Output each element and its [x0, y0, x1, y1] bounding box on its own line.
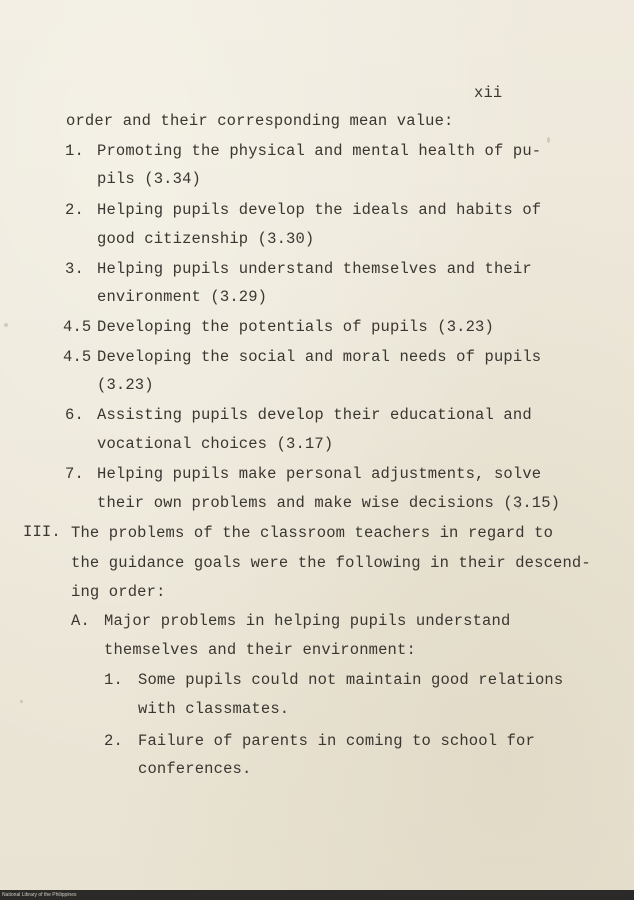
footer-bar — [0, 890, 634, 900]
text-line: Helping pupils make personal adjustments, solve — [97, 465, 542, 483]
section-marker: III. — [23, 523, 61, 541]
text-line: Some pupils could not maintain good relations — [138, 671, 564, 689]
text-line: Helping pupils understand themselves and their — [97, 260, 532, 278]
paper-speck — [547, 137, 550, 143]
text-line: with classmates. — [138, 700, 290, 718]
item-marker: 6. — [65, 406, 84, 424]
text-line: the guidance goals were the following in their descend- — [71, 554, 591, 572]
subsection-marker: A. — [71, 612, 90, 630]
text-line: pils (3.34) — [97, 170, 201, 188]
text-line: The problems of the classroom teachers in regard to — [71, 524, 554, 542]
text-line: order and their corresponding mean value: — [66, 112, 454, 130]
page-number: xii — [474, 84, 503, 102]
text-line: environment (3.29) — [97, 288, 268, 306]
item-marker: 1. — [65, 142, 84, 160]
item-marker: 7. — [65, 465, 84, 483]
item-marker: 2. — [104, 732, 123, 750]
paper-speck — [517, 506, 520, 509]
text-line: vocational choices (3.17) — [97, 435, 334, 453]
text-line: their own problems and make wise decisions (3.15) — [97, 494, 561, 512]
text-line: Major problems in helping pupils understand — [104, 612, 511, 630]
text-line: Assisting pupils develop their educational and — [97, 406, 532, 424]
text-line: Developing the potentials of pupils (3.23) — [97, 318, 494, 336]
item-marker: 4.5 — [63, 348, 92, 366]
item-marker: 3. — [65, 260, 84, 278]
item-marker: 2. — [65, 201, 84, 219]
text-line: themselves and their environment: — [104, 641, 416, 659]
text-line: Failure of parents in coming to school for — [138, 732, 535, 750]
item-marker: 1. — [104, 671, 123, 689]
text-line: ing order: — [71, 583, 166, 601]
text-line: conferences. — [138, 760, 252, 778]
text-line: Helping pupils develop the ideals and habits of — [97, 201, 542, 219]
item-marker: 4.5 — [63, 318, 92, 336]
text-line: Promoting the physical and mental health of pu- — [97, 142, 542, 160]
text-line: Developing the social and moral needs of pupils — [97, 348, 542, 366]
paper-speck — [4, 323, 8, 327]
text-line: good citizenship (3.30) — [97, 230, 315, 248]
footer-text: National Library of the Philippines — [2, 892, 77, 898]
paper-speck — [20, 700, 23, 703]
text-line: (3.23) — [97, 376, 154, 394]
